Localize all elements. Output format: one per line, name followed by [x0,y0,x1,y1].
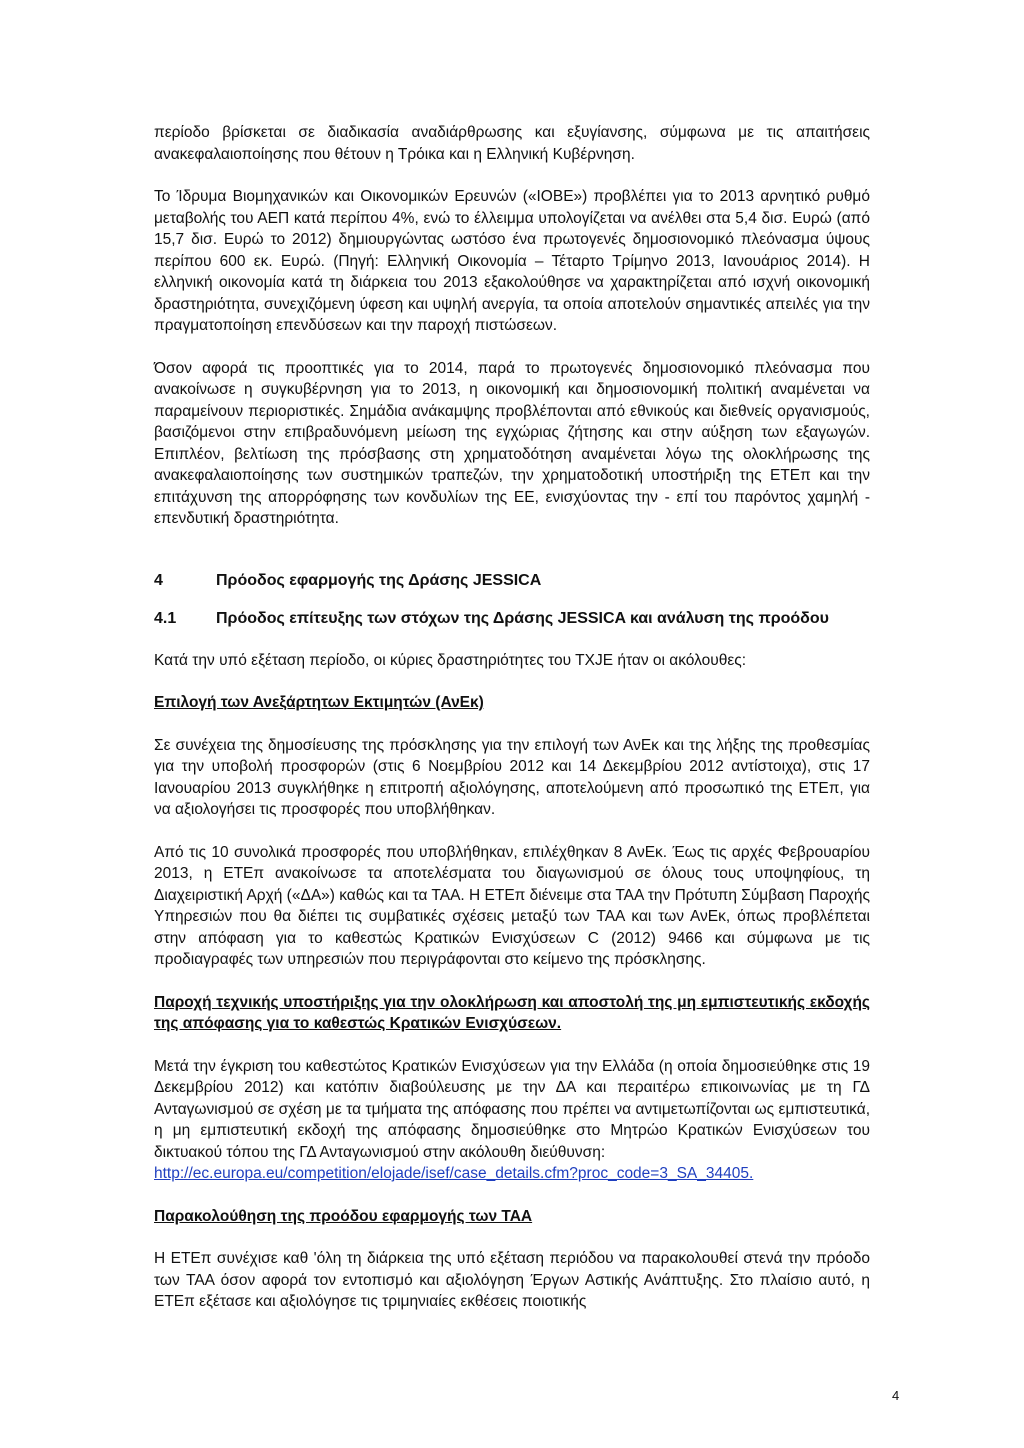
paragraph-iobe-forecast: Το Ίδρυμα Βιομηχανικών και Οικονομικών Ερευνών («ΙΟΒΕ») προβλέπει για το 2013 αρνητικό ρυθμό μεταβολής του ΑΕΠ κατά περίπου 4%, ενώ το έλλειμμα υπολογίζεται να ανέλθει στα 5,4 δισ. Ευρώ (από 15,7 δισ. Ευρώ το 2012) δημιουργώντας ωστόσο ένα πρωτογενές δημοσιονομικό πλεόνασμα ύψους περίπου 600 εκ. Ευρώ. (Πηγή: Ελληνική Οικονομία – Τέταρτο Τρίμηνο 2013, Ιανουάριος 2014). Η ελληνική οικονομία κατά τη διάρκεια του 2013 εξακολούθησε να χαρακτηρίζεται από ισχνή οικονομική δραστηριότητα, συνεχιζόμενη ύφεση και υψηλή ανεργία, τα οποία αποτελούν σημαντικές απειλές για την πραγματοποίηση επενδύσεων και την παροχή πιστώσεων. [154,188,870,334]
subheading-monitoring: Παρακολούθηση της προόδου εφαρμογής των ΤΑΑ [154,1207,533,1225]
paragraph-monitoring: Η ΕΤΕπ συνέχισε καθ 'όλη τη διάρκεια της υπό εξέταση περιόδου να παρακολουθεί στενά την πρόοδο των ΤΑΑ όσον αφορά τον εντοπισμό και αξιολόγηση Έργων Αστικής Ανάπτυξης. Στο πλαίσιο αυτό, η ΕΤΕπ εξέτασε και αξιολόγησε τις τριμηνιαίες εκθέσεις ποιοτικής [154,1250,870,1310]
subheading-technical-support: Παροχή τεχνικής υποστήριξης για την ολοκλήρωση και αποστολή της μη εμπιστευτικής εκδοχής της απόφασης για το καθεστώς Κρατικών Ενισχύσεων. [154,993,870,1032]
paragraph-call-for-tenders: Σε συνέχεια της δημοσίευσης της πρόσκλησης για την επιλογή των ΑνΕκ και της λήξης της προθεσμίας για την υποβολή προσφορών (στις 6 Νοεμβρίου 2012 και 14 Δεκεμβρίου 2012 αντίστοιχα), στις 17 Ιανουαρίου 2013 συγκλήθηκε η επιτροπή αξιολόγησης, αποτελούμενη από προσωπικό της ΕΤΕπ, για να αξιολογήσει τις προσφορές που υποβλήθηκαν. [154,736,870,818]
state-aid-text: Μετά την έγκριση του καθεστώτος Κρατικών Ενισχύσεων για την Ελλάδα (η οποία δημοσιεύθηκε στις 19 Δεκεμβρίου 2012) και κατόπιν διαβούλευσης με την ΔΑ και περαιτέρω επικοινωνίας με τη ΓΔ Ανταγωνισμού σε σχέση με τα τμήματα της απόφασης που πρέπει να αντιμετωπίζονται ως εμπιστευτικά, η μη εμπιστευτική εκδοχή της απόφασης δημοσιεύθηκε στο Μητρώο Κρατικών Ενισχύσεων του δικτυακού τόπου της ΓΔ Ανταγωνισμού στην ακόλουθη διεύθυνση: [154,1057,870,1161]
paragraph-tender-results: Από τις 10 συνολικά προσφορές που υποβλήθηκαν, επιλέχθηκαν 8 ΑνΕκ. Έως τις αρχές Φεβρουαρίου 2013, η ΕΤΕπ ανακοίνωσε τα αποτελέσματα του διαγωνισμού σε όλους τους υποψηφίους, τη Διαχειριστική Αρχή («ΔΑ») καθώς και τα ΤΑΑ. Η ΕΤΕπ διένειμε στα ΤΑΑ την Πρότυπη Σύμβαση Παροχής Υπηρεσιών που θα διέπει τις συμβατικές σχέσεις μεταξύ των ΤΑΑ και των ΑνΕκ, όπως προβλέπεται στην απόφαση για το καθεστώς Κρατικών Ενισχύσεων C (2012) 9466 και σύμφωνα με τις προδιαγραφές των υπηρεσιών που περιγράφονται στο κείμενο της πρόσκλησης. [154,843,871,968]
paragraph-state-aid [154,1056,870,1185]
section-heading-4-1 [154,608,870,630]
state-aid-register-link[interactable]: http://ec.europa.eu/competition/elojade/isef/case_details.cfm?proc_code=3_SA_34405. [154,1165,754,1182]
paragraph-activities-intro: Κατά την υπό εξέταση περίοδο, οι κύριες δραστηριότητες του ΤΧJE ήταν οι ακόλουθες: [154,651,747,669]
subheading-evaluators: Επιλογή των Ανεξάρτητων Εκτιμητών (ΑνΕκ) [154,694,484,711]
section-title: Πρόοδος εφαρμογής της Δράσης JESSICA [216,571,542,589]
section-number: 4 [154,571,163,589]
subsection-number: 4.1 [154,609,177,627]
page-number: 4 [892,1388,900,1403]
paragraph-2014-outlook: Όσον αφορά τις προοπτικές για το 2014, παρά το πρωτογενές δημοσιονομικό πλεόνασμα που ανακοίνωσε η συγκυβέρνηση για το 2013, η οικονομική και δημοσιονομική πολιτική αναμένεται να παραμείνουν περιοριστικές. Σημάδια ανάκαμψης προβλέπονται από εθνικούς και διεθνείς οργανισμούς, βασιζόμενοι στην επιβραδυνόμενη μείωση της εγχώριας ζήτησης και στην αύξηση των εξαγωγών. Επιπλέον, βελτίωση της πρόσβασης στη χρηματοδότηση αναμένεται λόγω της ολοκλήρωσης της ανακεφαλαιοποίησης των συστημικών τραπεζών, την χρηματοδοτική υποστήριξη της ΕΤΕπ και την επιτάχυνση της απορρόφησης των κονδυλίων της ΕΕ, ενισχύοντας την - επί του παρόντος χαμηλή - επενδυτική δραστηριότητα. [154,359,870,527]
section-heading-4 [154,570,870,592]
paragraph-restructuring: περίοδο βρίσκεται σε διαδικασία αναδιάρθρωσης και εξυγίανσης, σύμφωνα με τις απαιτήσεις ανακεφαλαιοποίησης που θέτουν η Τρόικα και η Ελληνική Κυβέρνηση. [154,124,870,163]
document-page [154,122,870,1334]
subsection-title: Πρόοδος επίτευξης των στόχων της Δράσης JESSICA και ανάλυση της προόδου [216,609,829,627]
